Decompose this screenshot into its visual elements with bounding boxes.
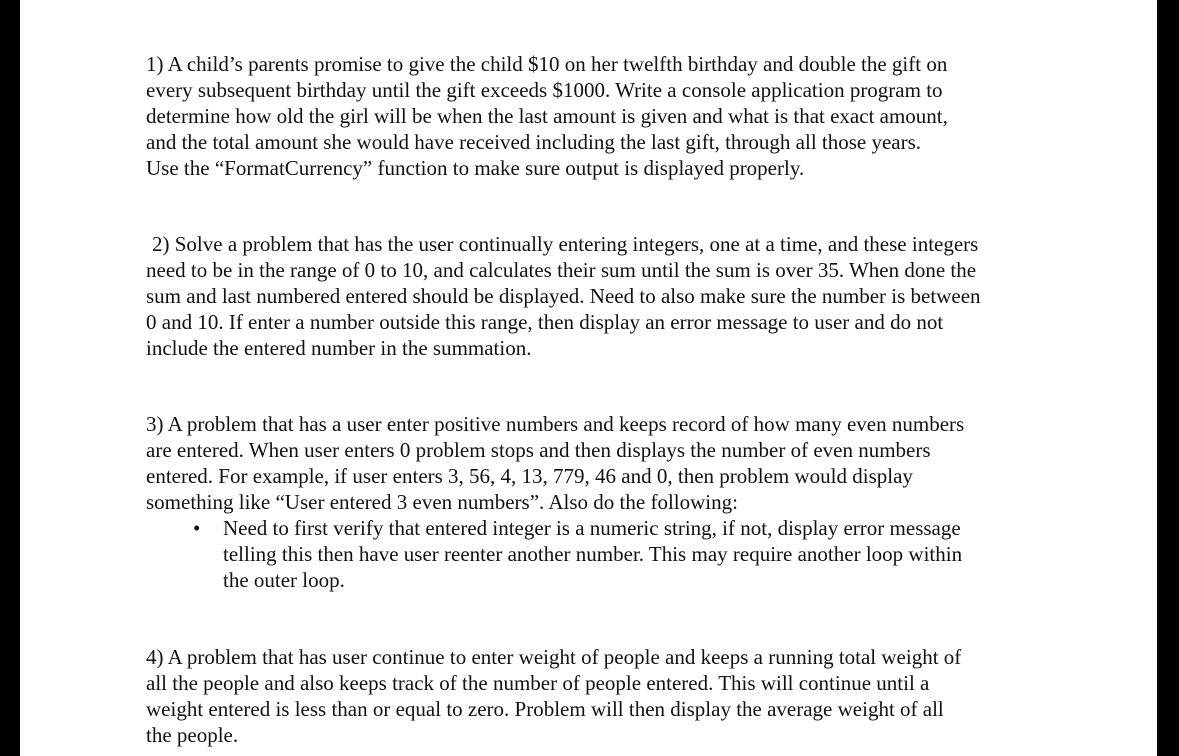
question-3-line: 3) A problem that has a user enter positive numbers and keeps record of how many even numbers [146,412,965,436]
question-1-line: determine how old the girl will be when the last amount is given and what is that exact amount, [146,104,948,128]
question-4-line: weight entered is less than or equal to zero. Problem will then display the average weight of all [146,697,944,721]
bullet-text-line: the outer loop. [223,568,345,592]
question-1-line: and the total amount she would have received including the last gift, through all those years. [146,130,922,154]
question-2-line: include the entered number in the summation. [146,336,532,360]
question-1 [146,51,948,181]
question-1-line: Use the “FormatCurrency” function to make sure output is displayed properly. [146,156,805,180]
question-4-line: the people. [146,723,239,747]
question-2-line: 2) Solve a problem that has the user continually entering integers, one at a time, and these integers [152,232,979,256]
question-1-line: every subsequent birthday until the gift exceeds $1000. Write a console application program to [146,78,943,102]
question-4-line: 4) A problem that has user continue to enter weight of people and keeps a running total weight of [146,645,962,669]
question-3 [146,411,964,515]
bullet-text-line: telling this then have user reenter another number. This may require another loop within [223,542,963,566]
question-2-line: sum and last numbered entered should be displayed. Need to also make sure the number is between [146,284,981,308]
bullet-text [223,515,962,593]
question-3-line: entered. For example, if user enters 3, 56, 4, 13, 779, 46 and 0, then problem would display [146,464,913,488]
question-4-line: all the people and also keeps track of the number of people entered. This will continue until a [146,671,930,695]
bullet-point-icon: • [193,516,201,540]
question-3-line: something like “User entered 3 even numbers”. Also do the following: [146,490,738,514]
question-2-line: 0 and 10. If enter a number outside this range, then display an error message to user and do not [146,310,944,334]
question-3-line: are entered. When user enters 0 problem stops and then displays the number of even numbers [146,438,931,462]
question-2-line: need to be in the range of 0 to 10, and calculates their sum until the sum is over 35. When done the [146,258,977,282]
question-1-line: 1) A child’s parents promise to give the child $10 on her twelfth birthday and double the gift on [146,52,948,76]
question-2 [146,231,981,361]
bullet-text-line: Need to first verify that entered integer is a numeric string, if not, display error message [223,516,961,540]
question-4 [146,644,961,748]
document-page [20,0,1157,756]
